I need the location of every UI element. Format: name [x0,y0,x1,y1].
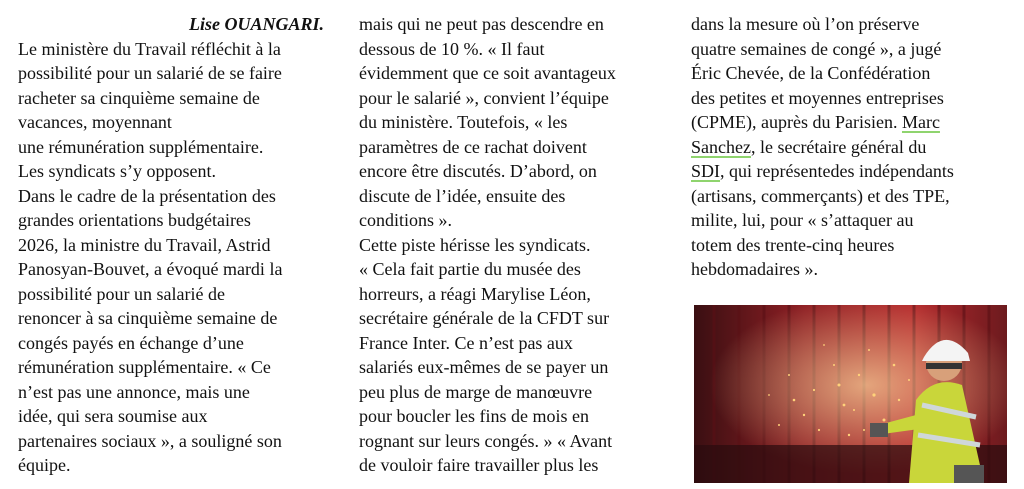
col2-line: Cette piste hérisse les syndicats. [359,234,591,255]
col1-line: possibilité pour un salarié de [18,283,225,304]
col2-line: France Inter. Ce n’est pas aux [359,332,573,353]
col2-line: de vouloir faire travailler plus les [359,455,599,475]
col3-text: , qui représentedes indépendants [720,161,954,181]
col2-line: mais qui ne peut pas descendre en [359,14,604,34]
col3-line: milite, lui, pour « s’attaquer au [691,210,914,230]
col3-line: des petites et moyennes entreprises [691,87,944,108]
col3-line: dans la mesure où l’on préserve [691,14,920,34]
col2-line: discute de l’idée, ensuite des [359,185,566,206]
col2-line: horreurs, a réagi Marylise Léon, [359,283,591,304]
author-byline: Lise OUANGARI. [188,14,324,34]
col1-line: racheter sa cinquième semaine de [18,87,260,108]
col1-line: renoncer à sa cinquième semaine de [18,308,278,328]
col2-line: salariés eux-mêmes de se payer un [359,357,609,377]
col2-line: pour boucler les fins de mois en [359,406,589,426]
col3-text: , le secrétaire général du [750,136,927,157]
col3-line: Éric Chevée, de la Confédération [691,63,931,83]
col1-line: Panosyan-Bouvet, a évoqué mardi la [18,259,283,279]
col2-line: conditions ». [359,210,452,230]
col3-line: totem des trente-cinq heures [691,234,895,255]
col1-line: partenaires sociaux », a souligné son [18,430,282,451]
entity-link-sanchez[interactable]: Sanchez [691,136,751,157]
col3-line: hebdomadaires ». [691,259,818,279]
col1-line: idée, qui sera soumise aux [18,406,208,426]
article-column-1 [18,12,338,478]
col2-line: paramètres de ce rachat doivent [359,136,587,157]
col3-line-with-link [691,135,1011,160]
col3-line: quatre semaines de congé », a jugé [691,38,942,59]
col3-line-with-link [691,159,1011,184]
col3-line: (artisans, commerçants) et des TPE, [691,185,950,206]
col2-line: rognant sur leurs congés. » « Avant [359,430,613,451]
col1-line: équipe. [18,455,71,475]
col2-line: évidemment que ce soit avantageux [359,63,616,83]
col1-line: possibilité pour un salarié de se faire [18,63,282,83]
col1-line: congés payés en échange d’une [18,332,244,353]
article-column-2 [359,12,659,478]
col2-line: du ministère. Toutefois, « les [359,112,568,132]
article-column-3 [691,12,1011,282]
col2-line: peu plus de marge de manœuvre [359,381,593,402]
col2-line: « Cela fait partie du musée des [359,259,581,279]
entity-link-sdi[interactable]: SDI [691,161,721,181]
col1-line: rémunération supplémentaire. « Ce [18,357,271,377]
col2-line: dessous de 10 %. « Il faut [359,38,545,59]
worker-grinding-photo [694,305,1007,483]
col3-text: (CPME), auprès du Parisien. [691,112,898,132]
col1-line: Le ministère du Travail réfléchit à la [18,38,281,59]
col1-line: grandes orientations budgétaires [18,210,251,230]
col3-line-with-link [691,110,1011,135]
col1-line: Les syndicats s’y opposent. [18,161,216,181]
col1-line: n’est pas une annonce, mais une [18,381,250,402]
entity-link-marc[interactable]: Marc [901,112,940,132]
col2-line: encore être discutés. D’abord, on [359,161,597,181]
col1-line: vacances, moyennant [18,112,172,132]
col1-line: 2026, la ministre du Travail, Astrid [18,234,271,255]
col1-line: une rémunération supplémentaire. [18,136,264,157]
col1-line: Dans le cadre de la présentation des [18,185,276,206]
col2-line: secrétaire générale de la CFDT sur [359,308,610,328]
col2-line: pour le salarié », convient l’équipe [359,87,609,108]
